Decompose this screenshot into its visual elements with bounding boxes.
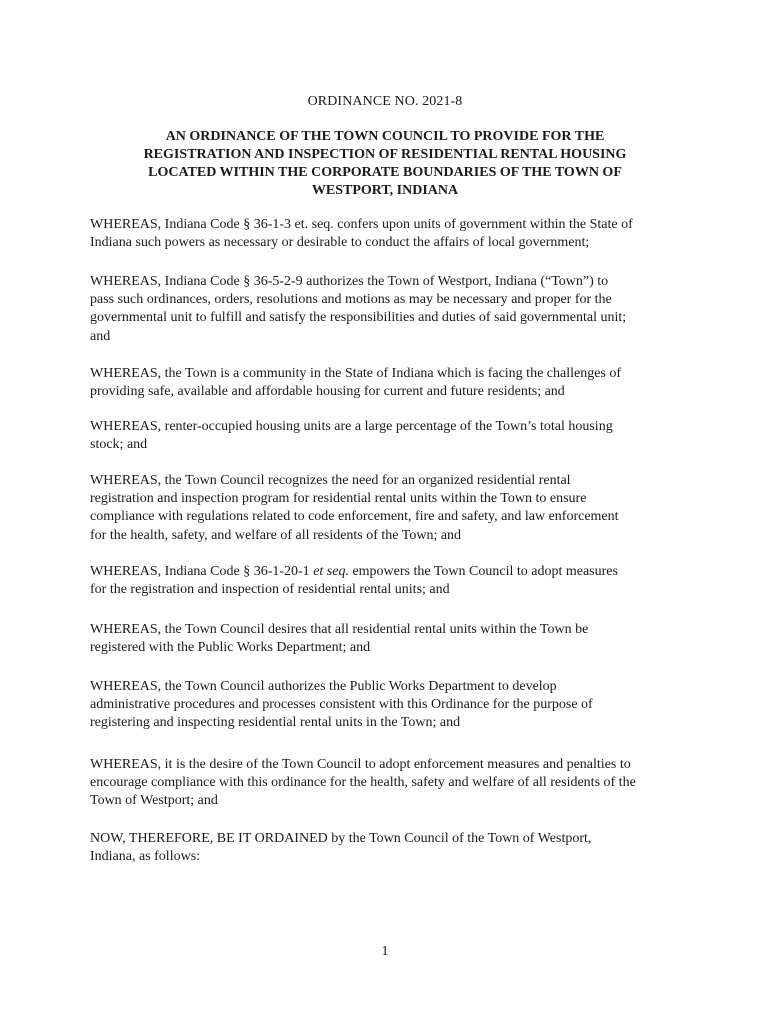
paragraph-line: Indiana such powers as necessary or desirable to conduct the affairs of local government; — [90, 235, 590, 251]
title-line: AN ORDINANCE OF THE TOWN COUNCIL TO PROVIDE FOR THE — [165, 129, 605, 144]
text-run: empowers the Town Council to adopt measures — [348, 564, 618, 579]
paragraph-line: providing safe, available and affordable housing for current and future residents; and — [90, 384, 565, 400]
paragraph-line: registering and inspecting residential rental units in the Town; and — [90, 715, 461, 731]
whereas-paragraph-enforcement — [90, 756, 690, 811]
page-number: 1 — [381, 944, 389, 959]
paragraph-line: governmental unit to fulfill and satisfy the responsibilities and duties of said governmental unit; — [90, 310, 627, 326]
paragraph-line: NOW, THEREFORE, BE IT ORDAINED by the Town Council of the Town of Westport, — [90, 831, 592, 846]
whereas-paragraph-administrative-procedures — [90, 678, 690, 733]
paragraph-line: Town of Westport; and — [90, 793, 218, 809]
paragraph-line: WHEREAS, Indiana Code § 36-5-2-9 authorizes the Town of Westport, Indiana (“Town”) to — [90, 274, 609, 289]
paragraph-line: administrative procedures and processes consistent with this Ordinance for the purpose of — [90, 697, 593, 713]
whereas-paragraph-empowers — [90, 563, 690, 599]
whereas-paragraph-home-rule — [90, 216, 690, 252]
paragraph-line: registered with the Public Works Department; and — [90, 640, 371, 656]
paragraph-line: Indiana, as follows: — [90, 849, 201, 865]
whereas-paragraph-renter-occupied — [90, 418, 690, 454]
paragraph-line: WHEREAS, the Town Council authorizes the Public Works Department to develop — [90, 679, 557, 694]
paragraph-line: for the registration and inspection of residential rental units; and — [90, 582, 450, 598]
text-run: WHEREAS, Indiana Code § 36-1-20-1 — [90, 564, 314, 579]
paragraph-line: pass such ordinances, orders, resolutions and motions as may be necessary and proper for the — [90, 292, 612, 308]
paragraph-line: WHEREAS, the Town Council desires that all residential rental units within the Town be — [90, 622, 589, 637]
paragraph-line: registration and inspection program for residential rental units within the Town to ensure — [90, 491, 587, 507]
paragraph-line: and — [90, 328, 111, 344]
paragraph-line: WHEREAS, Indiana Code § 36-1-3 et. seq. confers upon units of government within the State of — [90, 217, 633, 232]
whereas-paragraph-ordinance-authority — [90, 273, 690, 346]
ordinance-title — [100, 128, 670, 200]
whereas-paragraph-registration-program — [90, 472, 690, 545]
whereas-paragraph-housing-challenges — [90, 365, 690, 401]
paragraph-line: encourage compliance with this ordinance for the health, safety and welfare of all residents of the — [90, 775, 636, 791]
paragraph-line: for the health, safety, and welfare of all residents of the Town; and — [90, 527, 462, 543]
paragraph-line: stock; and — [90, 437, 148, 453]
ordinance-number: ORDINANCE NO. 2021-8 — [307, 94, 463, 109]
title-line: WESTPORT, INDIANA — [311, 183, 459, 198]
paragraph-line: WHEREAS, the Town Council recognizes the need for an organized residential rental — [90, 473, 571, 488]
paragraph-line: WHEREAS, the Town is a community in the State of Indiana which is facing the challenges of — [90, 366, 622, 381]
whereas-paragraph-public-works-registration — [90, 621, 690, 657]
title-line: LOCATED WITHIN THE CORPORATE BOUNDARIES OF THE TOWN OF — [148, 165, 622, 180]
italic-citation: et seq. — [313, 564, 349, 579]
paragraph-line — [90, 563, 690, 581]
paragraph-line: WHEREAS, renter-occupied housing units are a large percentage of the Town’s total housing — [90, 419, 613, 434]
ordained-paragraph — [90, 830, 690, 866]
title-line: REGISTRATION AND INSPECTION OF RESIDENTIAL RENTAL HOUSING — [143, 147, 627, 162]
paragraph-line: compliance with regulations related to code enforcement, fire and safety, and law enforcement — [90, 509, 619, 525]
paragraph-line: WHEREAS, it is the desire of the Town Council to adopt enforcement measures and penalties to — [90, 757, 631, 772]
